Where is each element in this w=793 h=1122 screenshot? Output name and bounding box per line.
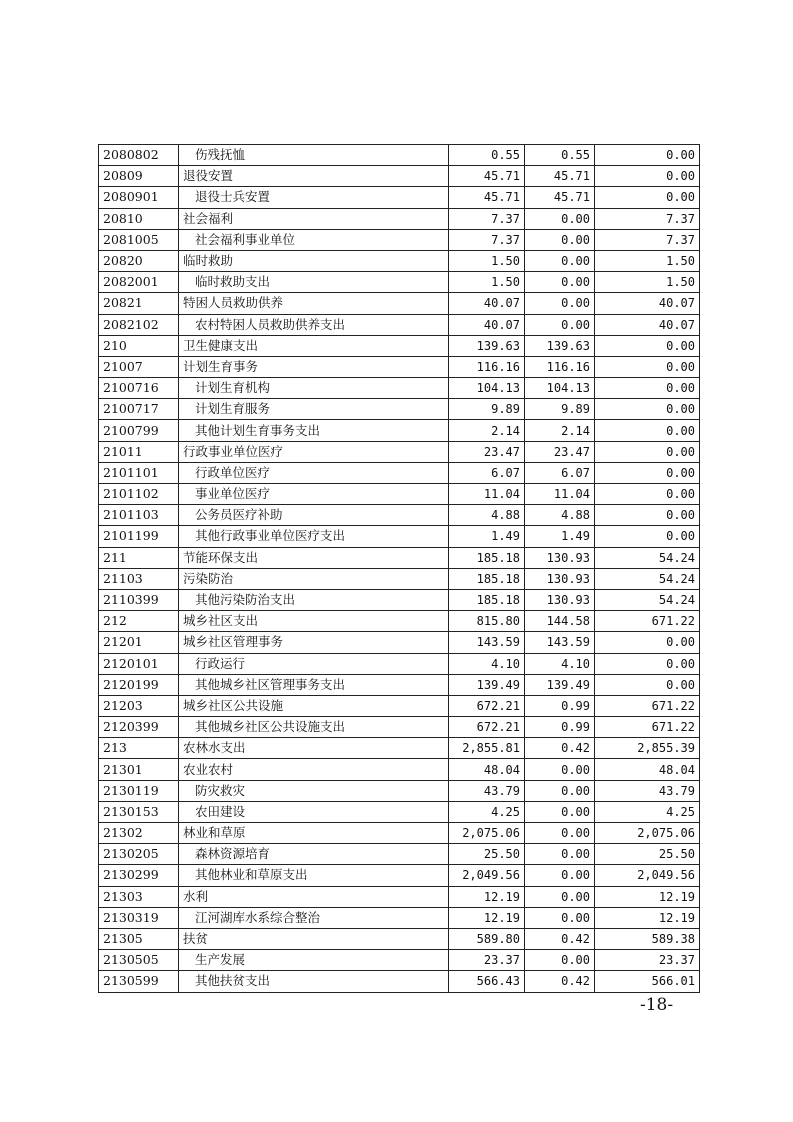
project-expenditure-cell: 0.00: [595, 356, 700, 377]
account-code-cell: 2130153: [99, 801, 179, 822]
total-amount-cell: 7.37: [449, 208, 525, 229]
account-code-cell: 21302: [99, 823, 179, 844]
table-row: [99, 208, 700, 229]
account-name-cell: 公务员医疗补助: [179, 505, 449, 526]
account-name-cell: 计划生育事务: [179, 356, 449, 377]
table-row: [99, 187, 700, 208]
basic-expenditure-cell: 0.00: [525, 801, 595, 822]
project-expenditure-cell: 12.19: [595, 886, 700, 907]
basic-expenditure-cell: 0.55: [525, 145, 595, 166]
basic-expenditure-cell: 11.04: [525, 484, 595, 505]
project-expenditure-cell: 0.00: [595, 653, 700, 674]
total-amount-cell: 45.71: [449, 187, 525, 208]
project-expenditure-cell: 2,075.06: [595, 823, 700, 844]
project-expenditure-cell: 25.50: [595, 844, 700, 865]
account-name-cell: 社会福利事业单位: [179, 229, 449, 250]
account-code-cell: 2130599: [99, 971, 179, 992]
total-amount-cell: 23.37: [449, 950, 525, 971]
account-name-cell: 其他扶贫支出: [179, 971, 449, 992]
table-row: [99, 950, 700, 971]
basic-expenditure-cell: 23.47: [525, 441, 595, 462]
account-code-cell: 2100717: [99, 399, 179, 420]
project-expenditure-cell: 671.22: [595, 695, 700, 716]
basic-expenditure-cell: 130.93: [525, 547, 595, 568]
account-name-cell: 行政事业单位医疗: [179, 441, 449, 462]
total-amount-cell: 143.59: [449, 632, 525, 653]
project-expenditure-cell: 0.00: [595, 462, 700, 483]
account-name-cell: 行政单位医疗: [179, 462, 449, 483]
project-expenditure-cell: 2,855.39: [595, 738, 700, 759]
total-amount-cell: 139.63: [449, 335, 525, 356]
account-name-cell: 其他行政事业单位医疗支出: [179, 526, 449, 547]
total-amount-cell: 2,855.81: [449, 738, 525, 759]
account-code-cell: 21203: [99, 695, 179, 716]
table-row: [99, 632, 700, 653]
project-expenditure-cell: 0.00: [595, 632, 700, 653]
account-code-cell: 21303: [99, 886, 179, 907]
project-expenditure-cell: 0.00: [595, 378, 700, 399]
total-amount-cell: 672.21: [449, 695, 525, 716]
table-row: [99, 611, 700, 632]
basic-expenditure-cell: 6.07: [525, 462, 595, 483]
total-amount-cell: 25.50: [449, 844, 525, 865]
table-row: [99, 780, 700, 801]
account-code-cell: 2120199: [99, 674, 179, 695]
project-expenditure-cell: 54.24: [595, 589, 700, 610]
account-name-cell: 水利: [179, 886, 449, 907]
project-expenditure-cell: 671.22: [595, 611, 700, 632]
total-amount-cell: 40.07: [449, 314, 525, 335]
table-row: [99, 547, 700, 568]
account-code-cell: 21007: [99, 356, 179, 377]
project-expenditure-cell: 0.00: [595, 526, 700, 547]
total-amount-cell: 4.10: [449, 653, 525, 674]
basic-expenditure-cell: 2.14: [525, 420, 595, 441]
account-code-cell: 2120399: [99, 717, 179, 738]
account-code-cell: 2130119: [99, 780, 179, 801]
total-amount-cell: 1.50: [449, 272, 525, 293]
basic-expenditure-cell: 0.00: [525, 272, 595, 293]
table-row: [99, 695, 700, 716]
basic-expenditure-cell: 0.99: [525, 695, 595, 716]
table-row: [99, 801, 700, 822]
table-row: [99, 229, 700, 250]
account-name-cell: 生产发展: [179, 950, 449, 971]
account-code-cell: 2082102: [99, 314, 179, 335]
account-name-cell: 其他污染防治支出: [179, 589, 449, 610]
account-name-cell: 事业单位医疗: [179, 484, 449, 505]
table-row: [99, 865, 700, 886]
account-name-cell: 污染防治: [179, 568, 449, 589]
project-expenditure-cell: 2,049.56: [595, 865, 700, 886]
account-code-cell: 213: [99, 738, 179, 759]
total-amount-cell: 23.47: [449, 441, 525, 462]
account-code-cell: 21301: [99, 759, 179, 780]
project-expenditure-cell: 12.19: [595, 907, 700, 928]
account-name-cell: 农田建设: [179, 801, 449, 822]
project-expenditure-cell: 0.00: [595, 187, 700, 208]
table-row: [99, 568, 700, 589]
account-name-cell: 森林资源培育: [179, 844, 449, 865]
table-row: [99, 505, 700, 526]
table-row: [99, 907, 700, 928]
account-code-cell: 2101103: [99, 505, 179, 526]
project-expenditure-cell: 23.37: [595, 950, 700, 971]
project-expenditure-cell: 4.25: [595, 801, 700, 822]
basic-expenditure-cell: 116.16: [525, 356, 595, 377]
project-expenditure-cell: 0.00: [595, 441, 700, 462]
total-amount-cell: 589.80: [449, 928, 525, 949]
total-amount-cell: 12.19: [449, 907, 525, 928]
account-name-cell: 防灾救灾: [179, 780, 449, 801]
table-row: [99, 971, 700, 992]
account-name-cell: 社会福利: [179, 208, 449, 229]
project-expenditure-cell: 40.07: [595, 314, 700, 335]
account-name-cell: 行政运行: [179, 653, 449, 674]
account-code-cell: 21305: [99, 928, 179, 949]
project-expenditure-cell: 48.04: [595, 759, 700, 780]
total-amount-cell: 672.21: [449, 717, 525, 738]
project-expenditure-cell: 0.00: [595, 674, 700, 695]
basic-expenditure-cell: 0.00: [525, 780, 595, 801]
basic-expenditure-cell: 130.93: [525, 589, 595, 610]
account-name-cell: 退役安置: [179, 166, 449, 187]
account-name-cell: 林业和草原: [179, 823, 449, 844]
table-row: [99, 166, 700, 187]
total-amount-cell: 815.80: [449, 611, 525, 632]
account-code-cell: 210: [99, 335, 179, 356]
project-expenditure-cell: 589.38: [595, 928, 700, 949]
total-amount-cell: 1.49: [449, 526, 525, 547]
project-expenditure-cell: 54.24: [595, 568, 700, 589]
account-code-cell: 2081005: [99, 229, 179, 250]
account-name-cell: 其他计划生育事务支出: [179, 420, 449, 441]
account-name-cell: 城乡社区支出: [179, 611, 449, 632]
basic-expenditure-cell: 0.00: [525, 250, 595, 271]
basic-expenditure-cell: 0.42: [525, 928, 595, 949]
account-name-cell: 城乡社区公共设施: [179, 695, 449, 716]
table-body: [99, 145, 700, 993]
account-code-cell: 2130319: [99, 907, 179, 928]
account-code-cell: 2101102: [99, 484, 179, 505]
table-row: [99, 378, 700, 399]
basic-expenditure-cell: 0.00: [525, 823, 595, 844]
basic-expenditure-cell: 0.00: [525, 759, 595, 780]
basic-expenditure-cell: 0.00: [525, 293, 595, 314]
basic-expenditure-cell: 0.00: [525, 865, 595, 886]
account-name-cell: 卫生健康支出: [179, 335, 449, 356]
account-code-cell: 21011: [99, 441, 179, 462]
total-amount-cell: 4.88: [449, 505, 525, 526]
basic-expenditure-cell: 4.88: [525, 505, 595, 526]
project-expenditure-cell: 7.37: [595, 229, 700, 250]
basic-expenditure-cell: 45.71: [525, 187, 595, 208]
basic-expenditure-cell: 0.00: [525, 907, 595, 928]
total-amount-cell: 6.07: [449, 462, 525, 483]
total-amount-cell: 7.37: [449, 229, 525, 250]
table-row: [99, 738, 700, 759]
basic-expenditure-cell: 45.71: [525, 166, 595, 187]
table-row: [99, 314, 700, 335]
account-code-cell: 2082001: [99, 272, 179, 293]
basic-expenditure-cell: 143.59: [525, 632, 595, 653]
account-code-cell: 2130299: [99, 865, 179, 886]
table-row: [99, 356, 700, 377]
account-code-cell: 20821: [99, 293, 179, 314]
account-name-cell: 农村特困人员救助供养支出: [179, 314, 449, 335]
table-row: [99, 293, 700, 314]
table-row: [99, 886, 700, 907]
basic-expenditure-cell: 0.42: [525, 738, 595, 759]
account-code-cell: 2080901: [99, 187, 179, 208]
account-code-cell: 2130505: [99, 950, 179, 971]
project-expenditure-cell: 1.50: [595, 272, 700, 293]
total-amount-cell: 11.04: [449, 484, 525, 505]
account-name-cell: 农林水支出: [179, 738, 449, 759]
project-expenditure-cell: 43.79: [595, 780, 700, 801]
project-expenditure-cell: 40.07: [595, 293, 700, 314]
account-name-cell: 扶贫: [179, 928, 449, 949]
basic-expenditure-cell: 104.13: [525, 378, 595, 399]
account-name-cell: 江河湖库水系综合整治: [179, 907, 449, 928]
account-code-cell: 2110399: [99, 589, 179, 610]
account-code-cell: 211: [99, 547, 179, 568]
budget-table-container: [98, 144, 699, 993]
total-amount-cell: 9.89: [449, 399, 525, 420]
account-name-cell: 农业农村: [179, 759, 449, 780]
project-expenditure-cell: 0.00: [595, 420, 700, 441]
table-row: [99, 335, 700, 356]
table-row: [99, 462, 700, 483]
total-amount-cell: 104.13: [449, 378, 525, 399]
account-code-cell: 2101101: [99, 462, 179, 483]
account-name-cell: 临时救助: [179, 250, 449, 271]
table-row: [99, 717, 700, 738]
basic-expenditure-cell: 144.58: [525, 611, 595, 632]
project-expenditure-cell: 0.00: [595, 505, 700, 526]
project-expenditure-cell: 0.00: [595, 399, 700, 420]
total-amount-cell: 1.50: [449, 250, 525, 271]
total-amount-cell: 12.19: [449, 886, 525, 907]
total-amount-cell: 185.18: [449, 568, 525, 589]
total-amount-cell: 4.25: [449, 801, 525, 822]
table-row: [99, 526, 700, 547]
table-row: [99, 589, 700, 610]
project-expenditure-cell: 54.24: [595, 547, 700, 568]
basic-expenditure-cell: 0.42: [525, 971, 595, 992]
total-amount-cell: 185.18: [449, 547, 525, 568]
project-expenditure-cell: 0.00: [595, 145, 700, 166]
table-row: [99, 674, 700, 695]
account-code-cell: 21103: [99, 568, 179, 589]
basic-expenditure-cell: 0.00: [525, 886, 595, 907]
table-row: [99, 145, 700, 166]
account-code-cell: 20810: [99, 208, 179, 229]
account-code-cell: 2120101: [99, 653, 179, 674]
account-name-cell: 节能环保支出: [179, 547, 449, 568]
basic-expenditure-cell: 4.10: [525, 653, 595, 674]
account-code-cell: 20809: [99, 166, 179, 187]
account-code-cell: 2130205: [99, 844, 179, 865]
account-name-cell: 城乡社区管理事务: [179, 632, 449, 653]
table-row: [99, 272, 700, 293]
basic-expenditure-cell: 9.89: [525, 399, 595, 420]
total-amount-cell: 139.49: [449, 674, 525, 695]
total-amount-cell: 0.55: [449, 145, 525, 166]
total-amount-cell: 45.71: [449, 166, 525, 187]
total-amount-cell: 185.18: [449, 589, 525, 610]
account-code-cell: 212: [99, 611, 179, 632]
account-name-cell: 特困人员救助供养: [179, 293, 449, 314]
total-amount-cell: 566.43: [449, 971, 525, 992]
table-row: [99, 928, 700, 949]
page-number: -18-: [640, 995, 674, 1015]
basic-expenditure-cell: 0.00: [525, 208, 595, 229]
basic-expenditure-cell: 0.99: [525, 717, 595, 738]
project-expenditure-cell: 7.37: [595, 208, 700, 229]
account-code-cell: 20820: [99, 250, 179, 271]
table-row: [99, 484, 700, 505]
table-row: [99, 250, 700, 271]
account-code-cell: 21201: [99, 632, 179, 653]
total-amount-cell: 2.14: [449, 420, 525, 441]
project-expenditure-cell: 0.00: [595, 166, 700, 187]
basic-expenditure-cell: 139.63: [525, 335, 595, 356]
account-name-cell: 临时救助支出: [179, 272, 449, 293]
total-amount-cell: 43.79: [449, 780, 525, 801]
account-name-cell: 退役士兵安置: [179, 187, 449, 208]
account-code-cell: 2101199: [99, 526, 179, 547]
account-name-cell: 计划生育机构: [179, 378, 449, 399]
budget-expenditure-table: [98, 144, 700, 993]
basic-expenditure-cell: 0.00: [525, 314, 595, 335]
table-row: [99, 844, 700, 865]
table-row: [99, 399, 700, 420]
table-row: [99, 823, 700, 844]
project-expenditure-cell: 671.22: [595, 717, 700, 738]
total-amount-cell: 2,049.56: [449, 865, 525, 886]
basic-expenditure-cell: 130.93: [525, 568, 595, 589]
account-code-cell: 2100799: [99, 420, 179, 441]
total-amount-cell: 40.07: [449, 293, 525, 314]
table-row: [99, 759, 700, 780]
total-amount-cell: 116.16: [449, 356, 525, 377]
project-expenditure-cell: 0.00: [595, 484, 700, 505]
account-name-cell: 其他城乡社区管理事务支出: [179, 674, 449, 695]
account-name-cell: 计划生育服务: [179, 399, 449, 420]
account-name-cell: 伤残抚恤: [179, 145, 449, 166]
project-expenditure-cell: 0.00: [595, 335, 700, 356]
basic-expenditure-cell: 139.49: [525, 674, 595, 695]
table-row: [99, 420, 700, 441]
table-row: [99, 441, 700, 462]
basic-expenditure-cell: 0.00: [525, 950, 595, 971]
total-amount-cell: 48.04: [449, 759, 525, 780]
account-name-cell: 其他林业和草原支出: [179, 865, 449, 886]
account-name-cell: 其他城乡社区公共设施支出: [179, 717, 449, 738]
project-expenditure-cell: 1.50: [595, 250, 700, 271]
table-row: [99, 653, 700, 674]
basic-expenditure-cell: 0.00: [525, 229, 595, 250]
total-amount-cell: 2,075.06: [449, 823, 525, 844]
account-code-cell: 2080802: [99, 145, 179, 166]
project-expenditure-cell: 566.01: [595, 971, 700, 992]
basic-expenditure-cell: 0.00: [525, 844, 595, 865]
basic-expenditure-cell: 1.49: [525, 526, 595, 547]
account-code-cell: 2100716: [99, 378, 179, 399]
